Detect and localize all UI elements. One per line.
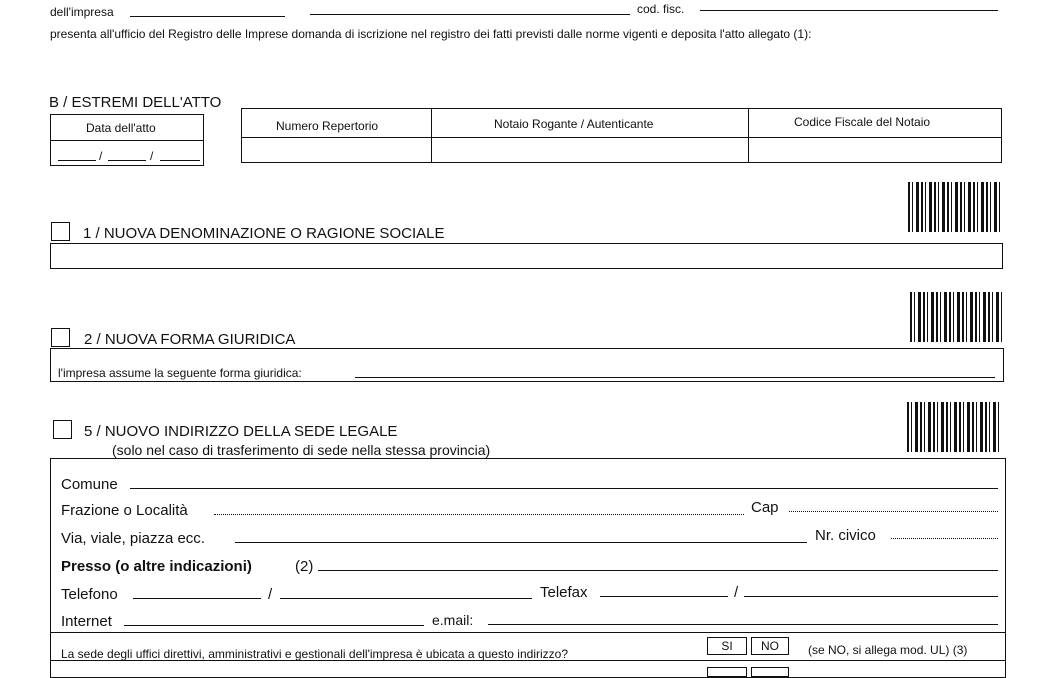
- civico-field[interactable]: [891, 538, 998, 539]
- data-atto-label: Data dell'atto: [86, 121, 156, 135]
- presenta-text: presenta all'ufficio del Registro delle Imprese domanda di iscrizione nel registro dei fatti previsti dalle norme vigenti e deposita l'atto allegato (1):: [50, 27, 812, 41]
- barcode-icon: [910, 292, 1002, 342]
- forma-giuridica-field[interactable]: [355, 377, 995, 378]
- internet-label: Internet: [61, 613, 112, 630]
- civico-label: Nr. civico: [815, 527, 876, 544]
- frazione-label: Frazione o Località: [61, 502, 188, 519]
- section-5-subtitle: (solo nel caso di trasferimento di sede nella stessa provincia): [112, 442, 491, 458]
- indirizzo-divider-2: [51, 660, 1005, 661]
- telefono-slash: /: [268, 586, 273, 603]
- si-option-next[interactable]: [707, 667, 747, 677]
- section-2-title: 2 / NUOVA FORMA GIURIDICA: [84, 331, 296, 348]
- section-1-checkbox[interactable]: [51, 222, 70, 241]
- impresa-label: dell'impresa: [50, 5, 114, 19]
- telefax-label: Telefax: [540, 584, 588, 601]
- no-option[interactable]: NO: [751, 637, 789, 655]
- presso-field[interactable]: [318, 570, 998, 571]
- section-1-title: 1 / NUOVA DENOMINAZIONE O RAGIONE SOCIALE: [83, 225, 445, 242]
- notaio-field[interactable]: [432, 138, 748, 162]
- cap-label: Cap: [751, 499, 779, 516]
- numero-repertorio-label: Numero Repertorio: [276, 119, 379, 133]
- forma-giuridica-label: l'impresa assume la seguente forma giuridica:: [58, 366, 302, 380]
- presso-note: (2): [295, 558, 314, 575]
- telefax-slash: /: [734, 584, 739, 601]
- impresa-field-line[interactable]: [130, 16, 285, 17]
- codice-fiscale-notaio-label: Codice Fiscale del Notaio: [794, 115, 931, 129]
- date-year-line[interactable]: [160, 160, 200, 161]
- numero-repertorio-field[interactable]: [242, 138, 431, 162]
- barcode-icon: [907, 402, 999, 452]
- si-option[interactable]: SI: [707, 637, 747, 655]
- section-5-checkbox[interactable]: [53, 420, 72, 439]
- email-field[interactable]: [488, 624, 998, 625]
- indirizzo-divider: [51, 632, 1005, 633]
- via-label: Via, viale, piazza ecc.: [61, 530, 205, 547]
- section-5-title: 5 / NUOVO INDIRIZZO DELLA SEDE LEGALE: [84, 423, 398, 440]
- telefono-number-field[interactable]: [280, 598, 532, 599]
- comune-field[interactable]: [130, 488, 998, 489]
- impresa-field-line-2[interactable]: [310, 14, 630, 15]
- date-sep-1: /: [99, 149, 103, 163]
- internet-field[interactable]: [124, 625, 424, 626]
- cod-fisc-field-line[interactable]: [700, 10, 998, 11]
- section-b-title: B / ESTREMI DELL'ATTO: [49, 94, 222, 111]
- section-2-checkbox[interactable]: [51, 328, 70, 347]
- telefono-prefix-field[interactable]: [133, 598, 261, 599]
- telefono-label: Telefono: [61, 586, 118, 603]
- notaio-label: Notaio Rogante / Autenticante: [494, 117, 654, 131]
- date-month-line[interactable]: [108, 160, 146, 161]
- barcode-icon: [908, 182, 1000, 232]
- denominazione-field[interactable]: [50, 243, 1003, 269]
- cap-field[interactable]: [789, 511, 998, 512]
- comune-label: Comune: [61, 476, 118, 493]
- date-day-line[interactable]: [58, 160, 96, 161]
- data-atto-divider: [51, 140, 203, 141]
- codice-fiscale-notaio-field[interactable]: [749, 138, 1001, 162]
- telefax-prefix-field[interactable]: [600, 596, 728, 597]
- email-label: e.mail:: [432, 612, 474, 628]
- sede-note: (se NO, si allega mod. UL) (3): [808, 643, 968, 657]
- cod-fisc-label: cod. fisc.: [637, 2, 685, 16]
- frazione-field[interactable]: [214, 514, 744, 515]
- sede-question: La sede degli uffici direttivi, amministrativi e gestionali dell'impresa è ubicata a questo indirizzo?: [61, 647, 568, 661]
- presso-label: Presso (o altre indicazioni): [61, 558, 252, 575]
- date-sep-2: /: [150, 149, 154, 163]
- via-field[interactable]: [235, 542, 807, 543]
- telefax-number-field[interactable]: [744, 596, 998, 597]
- no-option-next[interactable]: [751, 667, 789, 677]
